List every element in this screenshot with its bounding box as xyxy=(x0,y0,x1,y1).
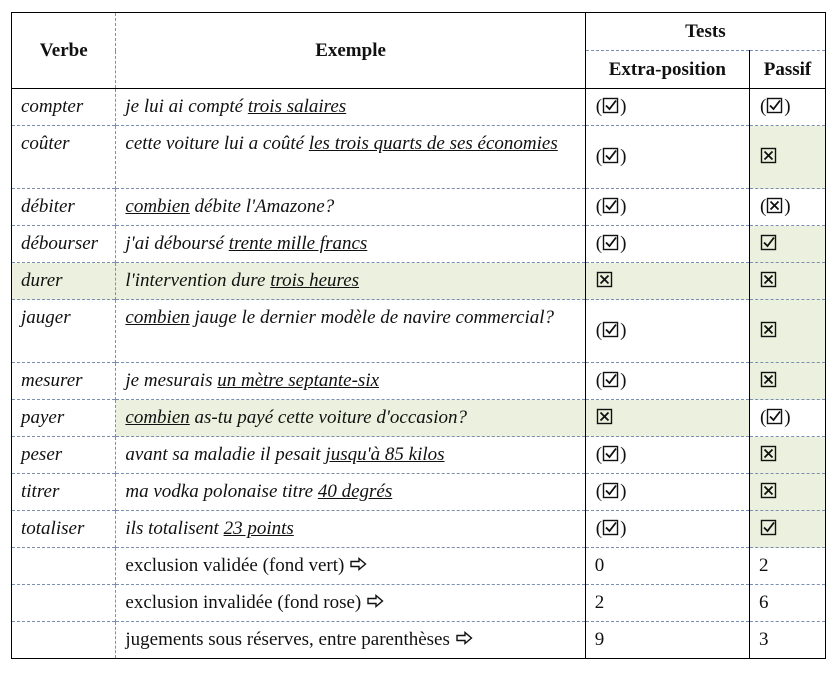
passif-judgement xyxy=(760,233,778,254)
extra-position-judgement xyxy=(596,270,614,291)
crossed-box-icon xyxy=(760,271,778,288)
summary-extra-count: 2 xyxy=(585,585,749,622)
extra-position-judgement: ( ) xyxy=(595,96,627,117)
summary-row xyxy=(12,548,826,585)
summary-extra-count: 9 xyxy=(585,622,749,659)
passif-judgement xyxy=(760,481,778,502)
summary-empty-cell xyxy=(12,548,116,585)
summary-passif-count: 6 xyxy=(749,585,825,622)
extra-position-judgement: ( ) xyxy=(595,320,627,341)
verb-cell: débourser xyxy=(12,226,116,263)
right-arrow-icon xyxy=(350,555,367,576)
table-row xyxy=(12,300,826,363)
extra-position-cell xyxy=(585,89,749,126)
verb-cell: coûter xyxy=(12,126,116,189)
passif-judgement: ( ) xyxy=(759,407,791,428)
passif-judgement xyxy=(760,370,778,391)
example-underlined: combien xyxy=(125,407,190,428)
extra-position-judgement: ( ) xyxy=(595,196,627,217)
crossed-box-icon xyxy=(760,371,778,388)
table-row xyxy=(12,363,826,400)
example-cell xyxy=(116,126,585,189)
header-extra-position: Extra-position xyxy=(585,51,749,89)
verb-cell: mesurer xyxy=(12,363,116,400)
example-cell xyxy=(116,300,585,363)
passif-judgement xyxy=(760,444,778,465)
crossed-box-icon xyxy=(760,321,778,338)
checked-box-icon xyxy=(760,234,778,251)
checked-box-icon xyxy=(602,371,620,388)
table-row xyxy=(12,400,826,437)
summary-label: exclusion validée (fond vert) xyxy=(125,555,345,576)
example-cell xyxy=(116,474,585,511)
extra-position-cell xyxy=(585,263,749,300)
example-underlined: jusqu'à 85 kilos xyxy=(325,444,445,465)
passif-judgement xyxy=(760,146,778,167)
extra-position-cell xyxy=(585,300,749,363)
extra-position-judgement xyxy=(596,407,614,428)
example-cell xyxy=(116,437,585,474)
checked-box-icon xyxy=(602,197,620,214)
example-underlined: trois salaires xyxy=(247,96,347,117)
example-text: l'intervention dure xyxy=(125,270,271,291)
verb-cell: compter xyxy=(12,89,116,126)
example-text: débite l'Amazone? xyxy=(189,196,335,217)
passif-cell xyxy=(749,474,825,511)
extra-position-judgement: ( ) xyxy=(595,370,627,391)
example-cell xyxy=(116,511,585,548)
summary-empty-cell xyxy=(12,585,116,622)
crossed-box-icon xyxy=(760,445,778,462)
passif-cell xyxy=(749,363,825,400)
summary-empty-cell xyxy=(12,622,116,659)
summary-label-cell xyxy=(116,622,585,659)
crossed-box-icon xyxy=(760,482,778,499)
checked-box-icon xyxy=(760,519,778,536)
table-row xyxy=(12,89,826,126)
checked-box-icon xyxy=(766,408,784,425)
table-row xyxy=(12,126,826,189)
summary-passif-count: 2 xyxy=(749,548,825,585)
checked-box-icon xyxy=(602,147,620,164)
example-cell xyxy=(116,226,585,263)
header-verbe: Verbe xyxy=(12,13,116,89)
extra-position-cell xyxy=(585,474,749,511)
extra-position-cell xyxy=(585,189,749,226)
summary-extra-count: 0 xyxy=(585,548,749,585)
extra-position-judgement: ( ) xyxy=(595,518,627,539)
verb-cell: peser xyxy=(12,437,116,474)
verb-cell: totaliser xyxy=(12,511,116,548)
example-underlined: 40 degrés xyxy=(317,481,393,502)
passif-cell xyxy=(749,226,825,263)
passif-judgement: ( ) xyxy=(759,196,791,217)
passif-cell xyxy=(749,126,825,189)
checked-box-icon xyxy=(602,321,620,338)
checked-box-icon xyxy=(602,445,620,462)
example-text: jauge le dernier modèle de navire commercial? xyxy=(189,307,555,328)
extra-position-cell xyxy=(585,226,749,263)
table-row xyxy=(12,189,826,226)
example-cell xyxy=(116,400,585,437)
summary-row xyxy=(12,622,826,659)
extra-position-judgement: ( ) xyxy=(595,481,627,502)
passif-cell xyxy=(749,89,825,126)
summary-label: jugements sous réserves, entre parenthèses xyxy=(125,629,450,650)
example-underlined: combien xyxy=(125,196,190,217)
summary-label: exclusion invalidée (fond rose) xyxy=(125,592,362,613)
passif-judgement xyxy=(760,320,778,341)
crossed-box-icon xyxy=(596,271,614,288)
table-row xyxy=(12,263,826,300)
table-row xyxy=(12,437,826,474)
example-text: cette voiture lui a coûté xyxy=(125,133,309,154)
passif-cell xyxy=(749,400,825,437)
extra-position-judgement: ( ) xyxy=(595,233,627,254)
extra-position-cell xyxy=(585,511,749,548)
example-underlined: trois heures xyxy=(270,270,360,291)
table-row xyxy=(12,474,826,511)
right-arrow-icon xyxy=(456,629,473,650)
crossed-box-icon xyxy=(766,197,784,214)
checked-box-icon xyxy=(766,97,784,114)
example-underlined: 23 points xyxy=(223,518,294,539)
extra-position-cell xyxy=(585,126,749,189)
summary-label-cell xyxy=(116,548,585,585)
checked-box-icon xyxy=(602,97,620,114)
header-tests: Tests xyxy=(585,13,825,51)
summary-row xyxy=(12,585,826,622)
summary-passif-count: 3 xyxy=(749,622,825,659)
passif-judgement xyxy=(760,518,778,539)
right-arrow-icon xyxy=(367,592,384,613)
extra-position-judgement: ( ) xyxy=(595,146,627,167)
verb-cell: durer xyxy=(12,263,116,300)
verb-cell: jauger xyxy=(12,300,116,363)
example-text: je mesurais xyxy=(125,370,218,391)
example-underlined: les trois quarts de ses économies xyxy=(308,133,558,154)
passif-cell xyxy=(749,511,825,548)
header-passif: Passif xyxy=(749,51,825,89)
extra-position-cell xyxy=(585,437,749,474)
checked-box-icon xyxy=(602,482,620,499)
example-underlined: combien xyxy=(125,307,190,328)
passif-cell xyxy=(749,300,825,363)
crossed-box-icon xyxy=(596,408,614,425)
example-text: ils totalisent xyxy=(125,518,224,539)
example-text: je lui ai compté xyxy=(125,96,248,117)
verb-cell: titrer xyxy=(12,474,116,511)
table-row xyxy=(12,226,826,263)
extra-position-judgement: ( ) xyxy=(595,444,627,465)
example-cell xyxy=(116,363,585,400)
header-exemple: Exemple xyxy=(116,13,585,89)
table-row xyxy=(12,511,826,548)
example-cell xyxy=(116,263,585,300)
verb-cell: débiter xyxy=(12,189,116,226)
example-text: as-tu payé cette voiture d'occasion? xyxy=(189,407,467,428)
summary-label-cell xyxy=(116,585,585,622)
verb-cell: payer xyxy=(12,400,116,437)
example-text: ma vodka polonaise titre xyxy=(125,481,318,502)
example-text: j'ai déboursé xyxy=(125,233,229,254)
example-text: avant sa maladie il pesait xyxy=(125,444,326,465)
example-cell xyxy=(116,189,585,226)
example-underlined: trente mille francs xyxy=(228,233,368,254)
extra-position-cell xyxy=(585,400,749,437)
verb-tests-table xyxy=(11,12,826,659)
checked-box-icon xyxy=(602,234,620,251)
extra-position-cell xyxy=(585,363,749,400)
passif-judgement xyxy=(760,270,778,291)
example-cell xyxy=(116,89,585,126)
passif-cell xyxy=(749,263,825,300)
crossed-box-icon xyxy=(760,147,778,164)
passif-cell xyxy=(749,189,825,226)
example-underlined: un mètre septante-six xyxy=(217,370,380,391)
passif-cell xyxy=(749,437,825,474)
passif-judgement: ( ) xyxy=(759,96,791,117)
checked-box-icon xyxy=(602,519,620,536)
